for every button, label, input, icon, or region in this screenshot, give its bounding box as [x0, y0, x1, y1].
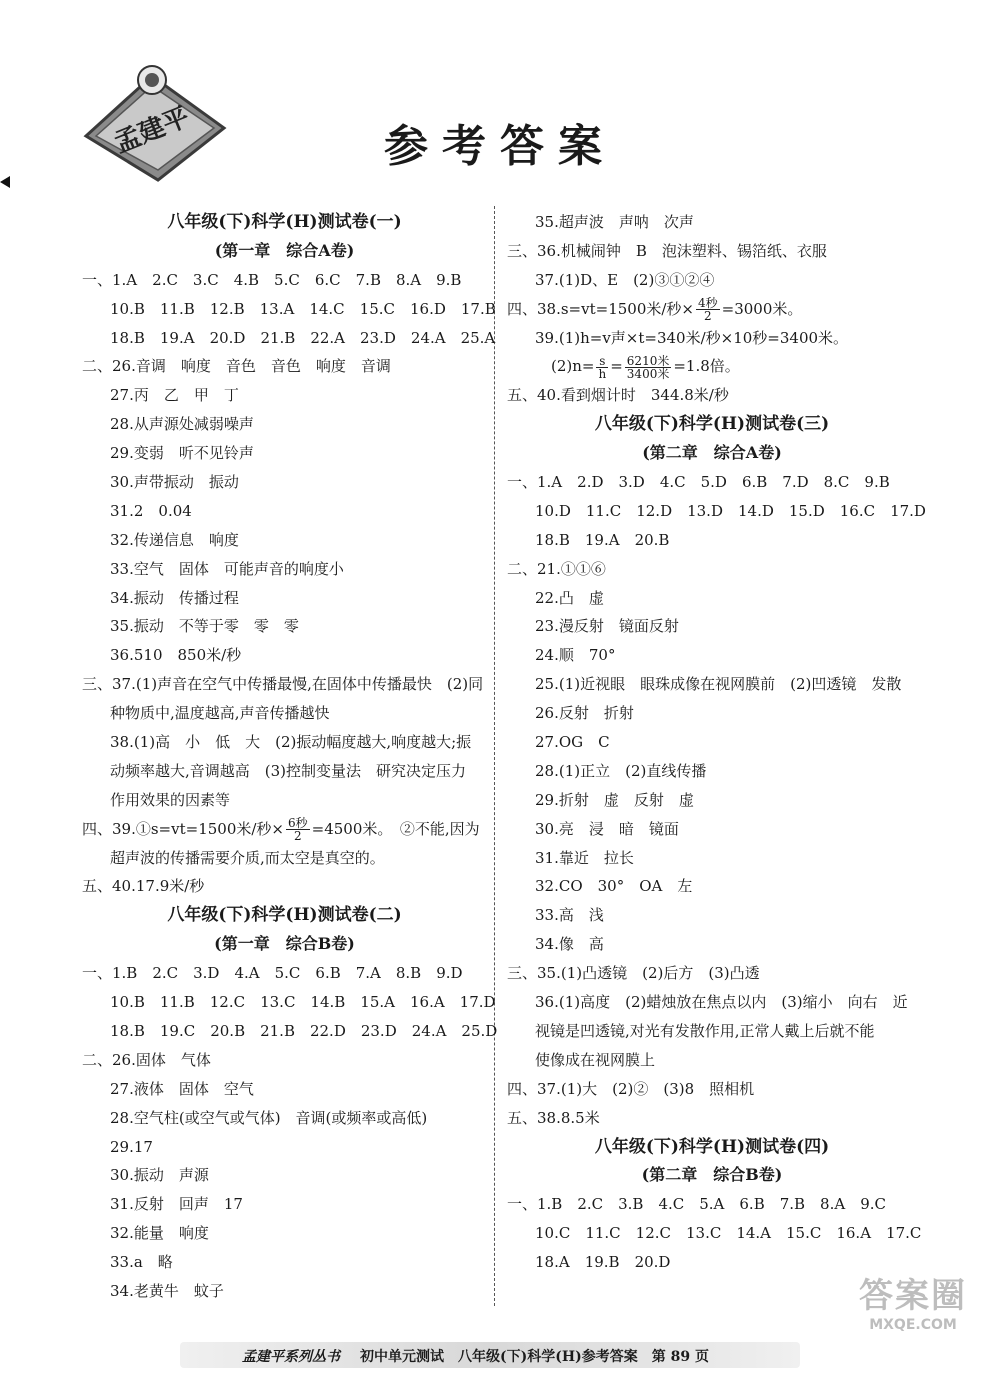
- formula-text: =4500米。 ②不能,因为: [311, 819, 480, 838]
- answer-line: 39.(1)h=v声×t=340米/秒×10秒=3400米。: [535, 328, 849, 347]
- answer-line: 34.像 高: [535, 935, 604, 954]
- answer-line: 10.C 11.C 12.C 13.C 14.A 15.C 16.A 17.C: [535, 1224, 922, 1243]
- answer-line: 29.折射 虚 反射 虚: [535, 790, 694, 809]
- answer-line: 一、1.A 2.D 3.D 4.C 5.D 6.B 7.D 8.C 9.B: [507, 473, 890, 492]
- answer-line: 31.2 0.04: [110, 501, 192, 520]
- fraction: [625, 355, 672, 380]
- answer-line: 三、35.(1)凸透镜 (2)后方 (3)凸透: [507, 964, 760, 983]
- page-title: 参考答案: [384, 121, 616, 172]
- formula-text: =: [610, 357, 623, 376]
- answer-line: 使像成在视网膜上: [535, 1050, 656, 1069]
- answer-line: 22.凸 虚: [535, 588, 604, 607]
- test4-subheading: (第二章 综合B卷): [641, 1165, 783, 1185]
- answer-line: 二、26.固体 气体: [82, 1050, 211, 1069]
- test4-heading: 八年级(下)科学(H)测试卷(四): [594, 1136, 830, 1157]
- test2-subheading: (第一章 综合B卷): [214, 934, 355, 954]
- answer-line: 34.老黄牛 蚊子: [110, 1281, 224, 1300]
- answer-line: 30.振动 声源: [110, 1166, 209, 1185]
- answer-line: 三、36.机械闹钟 B 泡沫塑料、锡箔纸、衣服: [507, 241, 827, 260]
- fraction-denominator: 2: [704, 309, 712, 324]
- test2-heading: 八年级(下)科学(H)测试卷(二): [167, 905, 402, 926]
- answer-line: 28.从声源处减弱噪声: [110, 415, 254, 434]
- fraction-numerator: s: [596, 355, 608, 368]
- answer-line: 27.OG C: [535, 733, 610, 752]
- answer-line: 超声波的传播需要介质,而太空是真空的。: [110, 848, 385, 867]
- formula-text: =1.8倍。: [673, 357, 740, 376]
- answer-line: 18.B 19.C 20.B 21.B 22.D 23.D 24.A 25.D: [110, 1021, 498, 1040]
- answer-line: 36.(1)高度 (2)蜡烛放在焦点以内 (3)缩小 向右 近: [535, 993, 908, 1012]
- formula-text: (2)n=: [551, 357, 595, 376]
- answer-line: 五、40.看到烟计时 344.8米/秒: [507, 386, 729, 405]
- answer-line: 作用效果的因素等: [110, 790, 231, 809]
- answer-line: 24.顺 70°: [535, 646, 616, 665]
- right-column: [507, 208, 926, 1277]
- answer-line: 10.B 11.B 12.B 13.A 14.C 15.C 16.D 17.B: [110, 299, 496, 318]
- left-column: [82, 208, 498, 1306]
- answer-line: 四、37.(1)大 (2)② (3)8 照相机: [507, 1079, 755, 1098]
- formula-text: 四、39.①s=vt=1500米/秒×: [82, 819, 284, 838]
- answer-line: 37.(1)D、E (2)③①②④: [535, 270, 715, 289]
- test1-heading: 八年级(下)科学(H)测试卷(一): [167, 212, 402, 232]
- answer-line: 23.漫反射 镜面反射: [535, 617, 679, 636]
- answer-line: 10.D 11.C 12.D 13.D 14.D 15.D 16.C 17.D: [535, 501, 926, 520]
- watermark-url: MXQE.COM: [869, 1317, 957, 1333]
- fraction-numerator: 6秒: [288, 816, 308, 831]
- answer-line: 10.B 11.B 12.C 13.C 14.B 15.A 16.A 17.D: [110, 993, 496, 1012]
- answer-line-formula: [82, 815, 487, 844]
- answer-line: 28.空气柱(或空气或气体) 音调(或频率或高低): [110, 1108, 428, 1127]
- answer-line-formula: [507, 352, 917, 381]
- answer-line: 动频率越大,音调越高 (3)控制变量法 研究决定压力: [110, 761, 467, 780]
- answer-line: 种物质中,温度越高,声音传播越快: [110, 704, 330, 723]
- answer-line: 27.液体 固体 空气: [110, 1079, 254, 1098]
- answer-line: 32.能量 响度: [110, 1224, 209, 1243]
- answer-line-formula: [507, 295, 917, 324]
- answer-line: 二、21.①①⑥: [507, 559, 606, 578]
- watermark-text: 答案圈: [859, 1276, 967, 1316]
- answer-line: 一、1.A 2.C 3.C 4.B 5.C 6.C 7.B 8.A 9.B: [82, 270, 462, 289]
- answer-line: 18.A 19.B 20.D: [535, 1253, 671, 1272]
- formula-text: 四、38.s=vt=1500米/秒×: [507, 299, 694, 318]
- fraction-denominator: h: [598, 366, 607, 381]
- answer-line: 一、1.B 2.C 3.D 4.A 5.C 6.B 7.A 8.B 9.D: [82, 964, 463, 983]
- answer-line: 五、38.8.5米: [507, 1108, 600, 1127]
- answer-line: 29.变弱 听不见铃声: [110, 444, 254, 463]
- fraction-numerator: 4秒: [698, 296, 718, 311]
- footer-series-name: 孟建平系列丛书: [242, 1349, 340, 1365]
- answer-line: 30.声带振动 振动: [110, 473, 239, 492]
- answer-line: 33.高 浅: [535, 906, 604, 925]
- answer-line: 26.反射 折射: [535, 704, 634, 723]
- watermark: [838, 1268, 988, 1333]
- answer-line: 25.(1)近视眼 眼珠成像在视网膜前 (2)凹透镜 发散: [535, 675, 902, 694]
- answer-line: 二、26.音调 响度 音色 音色 响度 音调: [82, 357, 391, 376]
- answer-line: 一、1.B 2.C 3.B 4.C 5.A 6.B 7.B 8.A 9.C: [507, 1195, 886, 1214]
- fraction-denominator: 3400米: [626, 366, 670, 381]
- answer-line: 视镜是凹透镜,对光有发散作用,正常人戴上后就不能: [535, 1021, 875, 1040]
- svg-text:孟建平: 孟建平: [110, 102, 194, 160]
- test3-subheading: (第二章 综合A卷): [642, 443, 782, 463]
- answer-line: 三、37.(1)声音在空气中传播最慢,在固体中传播最快 (2)同: [82, 675, 484, 694]
- footer-page-info: 初中单元测试 八年级(下)科学(H)参考答案 第 89 页: [360, 1349, 709, 1365]
- fraction: [696, 297, 720, 322]
- answer-line: 30.亮 浸 暗 镜面: [535, 819, 679, 838]
- column-divider: [494, 206, 495, 1306]
- fraction: [286, 817, 310, 842]
- test1-subheading: (第一章 综合A卷): [214, 240, 355, 260]
- test3-heading: 八年级(下)科学(H)测试卷(三): [594, 414, 830, 435]
- fraction-denominator: 2: [294, 829, 302, 844]
- answer-line: 33.空气 固体 可能声音的响度小: [110, 559, 344, 578]
- answer-line: 36.510 850米/秒: [110, 646, 242, 665]
- answer-line: 35.振动 不等于零 零 零: [110, 617, 299, 636]
- fraction-numerator: 6210米: [626, 353, 670, 368]
- answer-line: 29.17: [110, 1137, 153, 1156]
- answer-line: 28.(1)正立 (2)直线传播: [535, 761, 707, 780]
- answer-line: 34.振动 传播过程: [110, 588, 239, 607]
- answer-line: 38.(1)高 小 低 大 (2)振动幅度越大,响度越大;振: [110, 733, 472, 752]
- answer-line: 五、40.17.9米/秒: [82, 877, 205, 896]
- answer-line: 32.CO 30° OA 左: [535, 877, 693, 896]
- answer-line: 33.a 略: [110, 1253, 173, 1272]
- answer-line: 18.B 19.A 20.D 21.B 22.A 23.D 24.A 25.A: [110, 328, 496, 347]
- margin-arrow-mark: [0, 176, 10, 188]
- answer-line: 18.B 19.A 20.B: [535, 530, 670, 549]
- answer-line: 31.反射 回声 17: [110, 1195, 243, 1214]
- answer-line: 32.传递信息 响度: [110, 530, 239, 549]
- formula-text: =3000米。: [721, 299, 803, 318]
- answer-line: 27.丙 乙 甲 丁: [110, 386, 239, 405]
- fraction: [596, 355, 608, 380]
- answer-line: 31.靠近 拉长: [535, 848, 634, 867]
- answer-line: 35.超声波 声呐 次声: [535, 213, 694, 231]
